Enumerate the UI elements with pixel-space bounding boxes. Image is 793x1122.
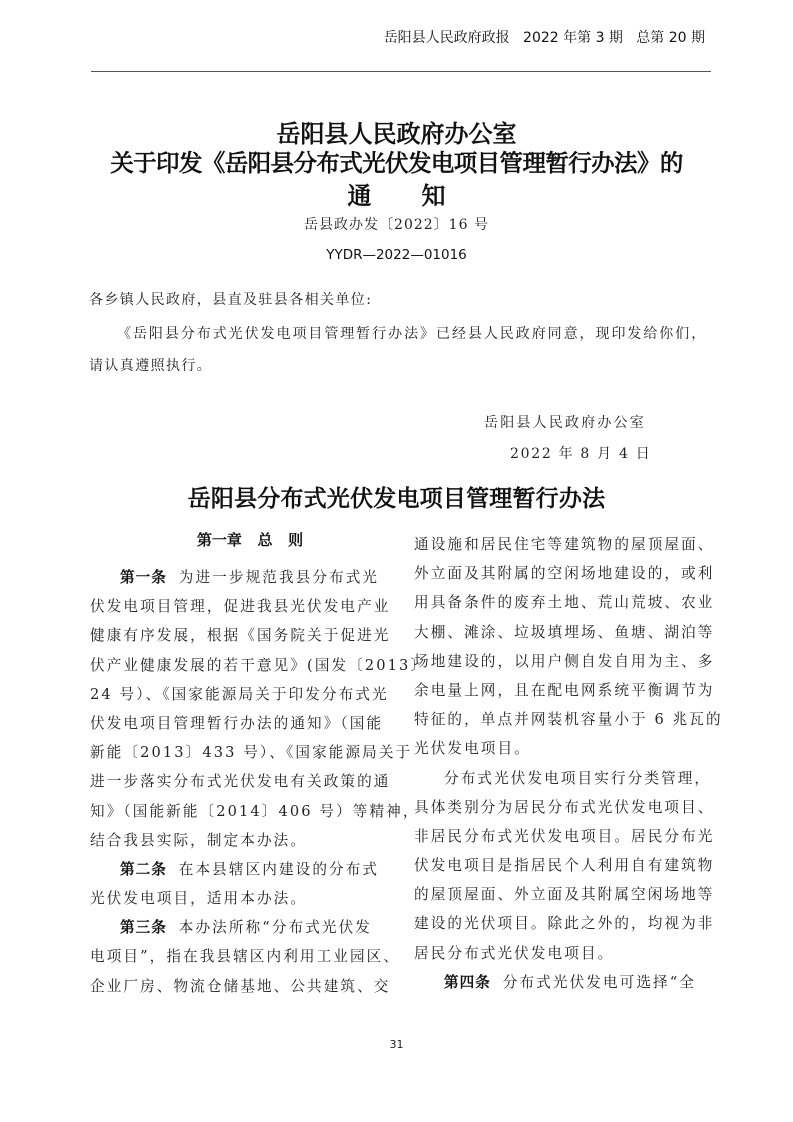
line-text: 场地建设的，以用户侧自发自用为主、多 — [414, 652, 715, 670]
line-text: 在本县辖区内建设的分布式 — [178, 860, 380, 878]
running-header: 岳阳县人民政府政报 2022 年第 3 期 总第 20 期 — [383, 30, 705, 46]
right-column-lines — [414, 530, 724, 997]
line-text: 伏产业健康发展的若干意见》(国发〔2013〕 — [90, 656, 428, 674]
text-line — [414, 588, 724, 617]
line-text: 特征的，单点并网装机容量小于 6 兆瓦的 — [414, 711, 723, 729]
notice-body-line-1: 《岳阳县分布式光伏发电项目管理暂行办法》已经县人民政府同意，现印发给你们， — [117, 326, 708, 342]
left-column-lines — [90, 563, 428, 1001]
line-text: 伏发电项目是指居民个人利用自有建筑物 — [414, 857, 715, 875]
line-text: 通设施和居民住宅等建筑物的屋顶屋面、 — [414, 536, 715, 553]
text-line — [414, 734, 724, 763]
line-text: 电项目”，指在我县辖区内利用工业园区、 — [90, 948, 401, 966]
text-line — [414, 764, 724, 793]
line-text: 用具备条件的废弃土地、荒山荒坡、农业 — [414, 594, 715, 612]
text-line — [414, 880, 724, 909]
line-text: 余电量上网，且在配电网系统平衡调节为 — [414, 681, 715, 699]
line-text: 非居民分布式光伏发电项目。居民分布光 — [414, 827, 715, 845]
addressee: 各乡镇人民政府，县直及驻县各相关单位: — [89, 292, 373, 308]
text-line — [90, 592, 400, 621]
text-line — [414, 618, 724, 647]
text-line — [90, 709, 400, 738]
line-text: 本办法所称“分布式光伏发 — [178, 919, 372, 937]
notice-title-line-1: 岳阳县人民政府办公室 — [276, 119, 517, 148]
line-text: 大棚、滩涂、垃圾填埋场、鱼塘、湖泊等 — [414, 623, 715, 641]
header-divider — [91, 71, 711, 72]
line-text: 外立面及其附属的空闲场地建设的，或利 — [414, 565, 715, 583]
text-line — [90, 767, 400, 796]
line-text: 分布式光伏发电可选择“全 — [502, 973, 696, 991]
notice-title-line-3: 通 知 — [347, 181, 446, 210]
text-line — [90, 884, 400, 913]
text-line — [414, 851, 724, 880]
issuing-office: 岳阳县人民政府办公室 — [484, 415, 646, 431]
article-number: 第一条 — [120, 569, 167, 586]
text-line — [414, 647, 724, 676]
article-number: 第三条 — [120, 919, 167, 937]
text-line — [414, 559, 724, 588]
line-text: 光伏发电项目。 — [414, 740, 531, 758]
text-line — [90, 826, 400, 855]
text-line — [414, 793, 724, 822]
document-number: 岳县政办发〔2022〕16 号 — [304, 217, 489, 233]
line-text: 具体类别分为居民分布式光伏发电项目、 — [414, 798, 715, 816]
right-column — [414, 530, 724, 997]
text-line — [90, 913, 400, 942]
text-line — [414, 909, 724, 938]
article-number: 第二条 — [120, 860, 167, 878]
text-line — [90, 621, 400, 650]
notice-body-line-2: 请认真遵照执行。 — [89, 358, 213, 374]
line-text: 健康有序发展，根据《国务院关于促进光 — [90, 627, 391, 645]
page-number: 31 — [389, 1038, 404, 1051]
line-text: 建设的光伏项目。除此之外的，均视为非 — [414, 915, 715, 933]
text-line — [90, 855, 400, 884]
notice-title-line-2: 关于印发《岳阳县分布式光伏发电项目管理暂行办法》的 — [110, 149, 683, 177]
text-line — [90, 972, 400, 1001]
text-line — [90, 738, 413, 767]
text-line — [414, 676, 724, 705]
text-line — [414, 939, 724, 968]
chapter-heading: 第一章 总 则 — [196, 531, 304, 549]
line-text: 分布式光伏发电项目实行分类管理， — [444, 769, 712, 787]
left-column — [90, 530, 428, 1001]
line-text: 伏发电项目管理暂行办法的通知》（国能 — [90, 714, 384, 732]
article-number: 第四条 — [444, 973, 491, 991]
text-line — [414, 530, 724, 559]
document-code: YYDR—2022—01016 — [326, 247, 467, 263]
line-text: 居民分布式光伏发电项目。 — [414, 944, 615, 962]
line-text: 企业厂房、物流仓储基地、公共建筑、交 — [90, 977, 391, 995]
measures-title: 岳阳县分布式光伏发电项目管理暂行办法 — [187, 485, 606, 512]
line-text: 光伏发电项目，适用本办法。 — [90, 890, 308, 908]
line-text: 24 号）、《国家能源局关于印发分布式光 — [90, 685, 389, 703]
text-line — [414, 705, 724, 734]
line-text: 新能〔2013〕433 号）、《国家能源局关于 — [90, 744, 413, 762]
issue-date: 2022 年 8 月 4 日 — [510, 446, 652, 462]
line-text: 结合我县实际，制定本办法。 — [90, 831, 308, 849]
text-line — [90, 651, 428, 680]
text-line — [90, 680, 400, 709]
text-line — [90, 942, 400, 971]
text-line — [90, 797, 420, 826]
text-line — [414, 822, 724, 851]
text-line — [90, 563, 400, 592]
line-text: 伏发电项目管理，促进我县光伏发电产业 — [90, 598, 391, 616]
line-text: 知》（国能新能〔2014〕406 号）等精神， — [90, 802, 420, 820]
line-text: 进一步落实分布式光伏发电有关政策的通 — [90, 773, 391, 791]
line-text: 的屋顶屋面、外立面及其附属空闲场地等 — [414, 886, 715, 904]
line-text: 为进一步规范我县分布式光 — [178, 569, 380, 586]
text-line — [414, 968, 724, 997]
